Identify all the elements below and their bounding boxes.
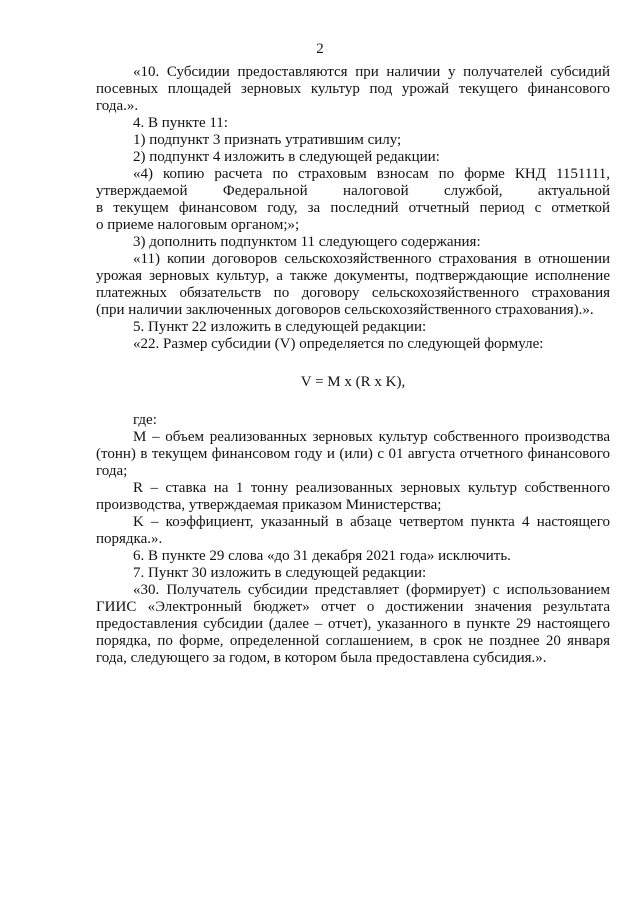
paragraph-line: посевных площадей зерновых культур под урожай текущего финансового [96, 81, 610, 97]
paragraph-line: предоставления субсидии (далее – отчет), указанного в пункте 29 настоящего [96, 616, 610, 632]
paragraph-line: «11) копии договоров сельскохозяйственного страхования в отношении [133, 251, 610, 267]
paragraph-line: 3) дополнить подпунктом 11 следующего содержания: [133, 234, 481, 250]
paragraph-line: 7. Пункт 30 изложить в следующей редакции: [133, 565, 427, 581]
paragraph-line: года.». [96, 98, 139, 114]
paragraph-line: ГИИС «Электронный бюджет» отчет о достижении значения результата [96, 599, 610, 615]
paragraph-line: 5. Пункт 22 изложить в следующей редакции: [133, 319, 427, 335]
paragraph-line: 1) подпункт 3 признать утратившим силу; [133, 132, 402, 148]
paragraph-line: в текущем финансовом году, за последний отчетный период с отметкой [96, 200, 610, 216]
paragraph-line: 6. В пункте 29 слова «до 31 декабря 2021 года» исключить. [133, 548, 511, 564]
paragraph-line: утверждаемой Федеральной налоговой службой, актуальной [96, 183, 610, 199]
paragraph-line: 2) подпункт 4 изложить в следующей редакции: [133, 149, 440, 165]
paragraph-line: о приеме налоговым органом;»; [96, 217, 300, 233]
formula: V = M x (R x K), [300, 374, 406, 390]
paragraph-line: года, следующего за годом, в котором была предоставлена субсидия.». [96, 650, 547, 666]
paragraph-line: 4. В пункте 11: [133, 115, 228, 131]
paragraph-line: года; [96, 463, 128, 479]
paragraph-line: R – ставка на 1 тонну реализованных зерновых культур собственного [133, 480, 610, 496]
paragraph-line: (при наличии заключенных договоров сельскохозяйственного страхования).». [96, 302, 594, 318]
paragraph-line: M – объем реализованных зерновых культур собственного производства [133, 429, 610, 445]
paragraph-line: порядка, по форме, определенной соглашением, в срок не позднее 20 января [96, 633, 610, 649]
page-number: 2 [316, 41, 324, 57]
paragraph-line: где: [133, 412, 157, 428]
paragraph-line: производства, утверждаемая приказом Министерства; [96, 497, 442, 513]
paragraph-line: «30. Получатель субсидии представляет (формирует) с использованием [133, 582, 610, 598]
paragraph-line: «4) копию расчета по страховым взносам по форме КНД 1151111, [133, 166, 610, 182]
paragraph-line: «22. Размер субсидии (V) определяется по следующей формуле: [133, 336, 544, 352]
paragraph-line: K – коэффициент, указанный в абзаце четвертом пункта 4 настоящего [133, 514, 610, 530]
paragraph-line: урожая зерновых культур, а также документы, подтверждающие исполнение [96, 268, 610, 284]
paragraph-line: (тонн) в текущем финансовом году и (или) с 01 августа отчетного финансового [96, 446, 610, 462]
paragraph-line: порядка.». [96, 531, 163, 547]
paragraph-line: «10. Субсидии предоставляются при наличии у получателей субсидий [133, 64, 610, 80]
paragraph-line: платежных обязательств по договору сельскохозяйственного страхования [96, 285, 610, 301]
